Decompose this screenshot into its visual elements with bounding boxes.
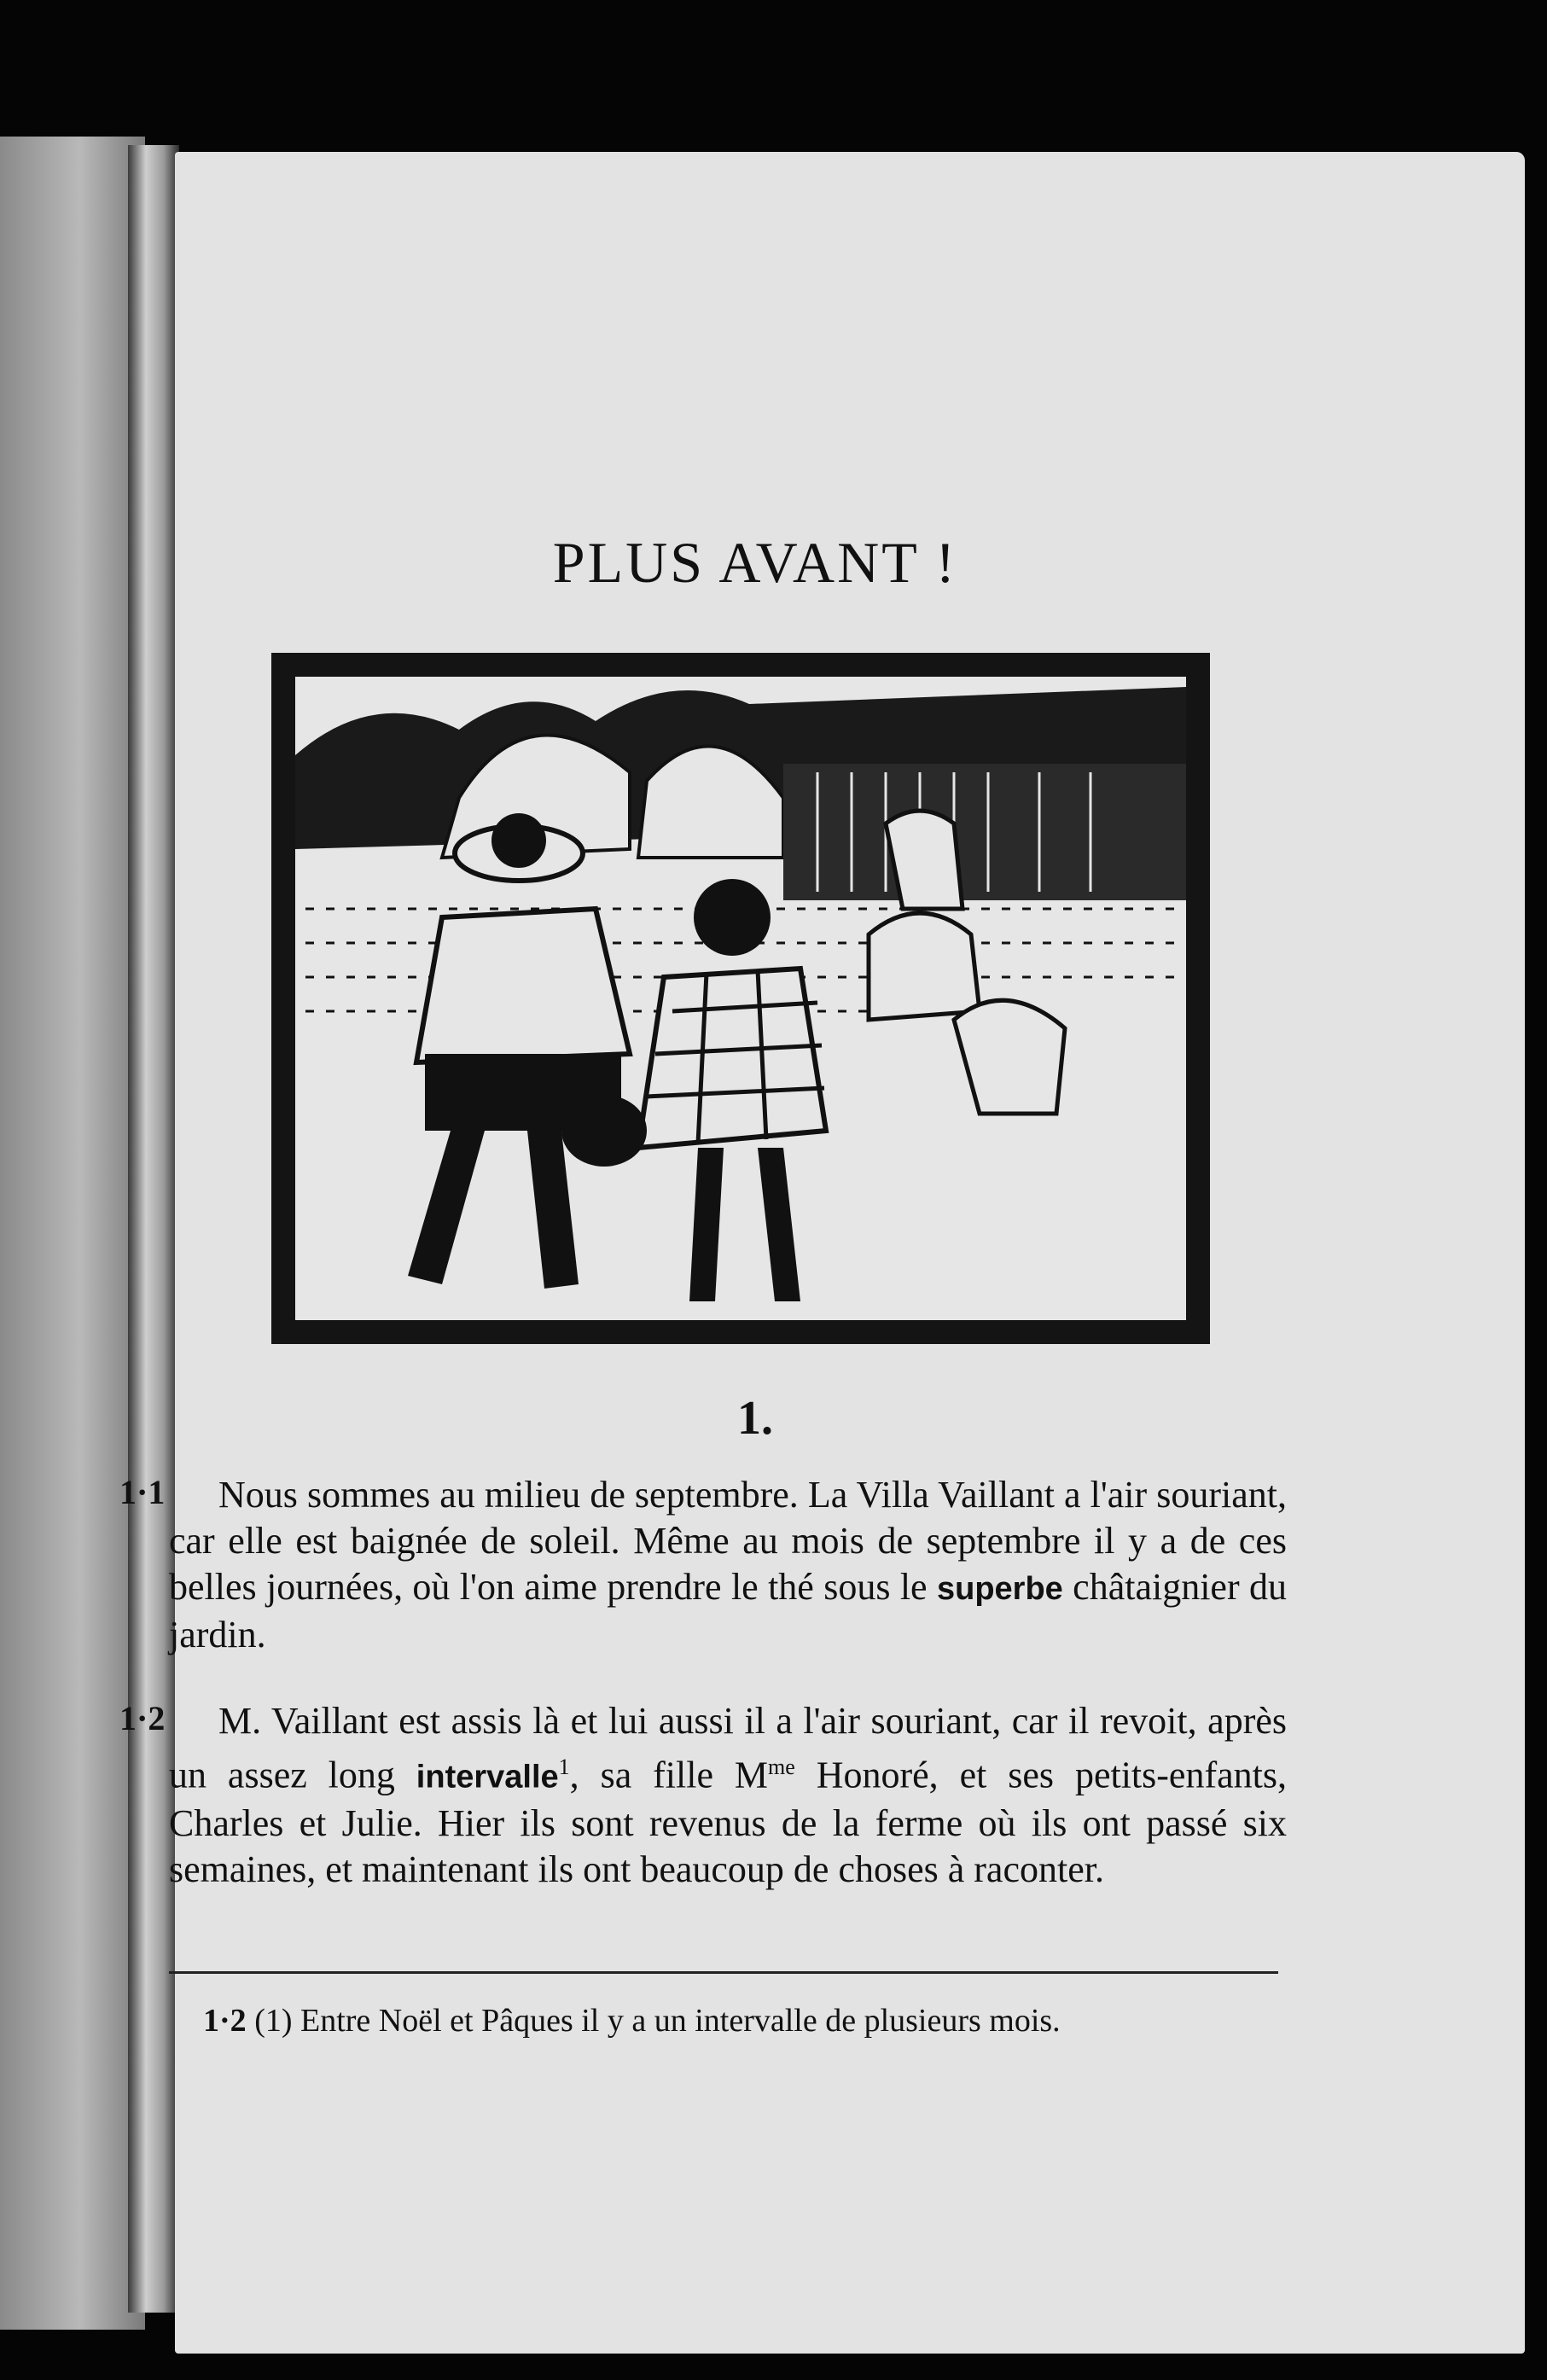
paragraph-text: , sa fille M [569, 1754, 769, 1796]
superscript-mme: me [768, 1754, 795, 1779]
left-page-edge [0, 137, 145, 2330]
paragraph-1-1 [169, 1472, 1287, 1658]
paragraph-text: Honoré, et ses petits-enfants, Charles et Julie. Hier ils sont revenus de la ferme où ils ont passé six semaines, et maintenant ils ont beaucoup de choses à raconter. [169, 1754, 1287, 1890]
page-title: PLUS AVANT ! [552, 530, 958, 595]
footnote-divider [169, 1971, 1278, 1974]
harvest-illustration [271, 653, 1210, 1344]
paragraph-text: M. Vaillant est assis là et lui aussi il a l'air souriant, car il revoit, après un assez long [169, 1700, 1287, 1796]
paragraph-text: Nous sommes au milieu de septembre. La Villa Vaillant a l'air souriant, car elle est baignée de soleil. Même au mois de septembre il y a de ces belles journées, où l'on aime prendre le thé sous le [169, 1474, 1287, 1608]
footnote-mark: (1) [254, 2003, 293, 2039]
footnote-text: Entre Noël et Pâques il y a un intervalle de plusieurs mois. [300, 2003, 1061, 2039]
footnote [169, 2001, 1278, 2040]
book-spine [128, 145, 179, 2313]
footnote-ref: 1·2 [203, 2003, 247, 2039]
paragraph-number: 1·2 [119, 1699, 166, 1737]
paragraph-number: 1·1 [119, 1473, 166, 1511]
section-number: 1. [737, 1392, 773, 1445]
illustration-drawing [271, 653, 1210, 1344]
paragraph-text: châtaignier du jardin. [169, 1566, 1287, 1656]
bold-word: intervalle [416, 1759, 559, 1795]
paragraph-1-2 [169, 1698, 1287, 1893]
bold-word: superbe [936, 1571, 1063, 1607]
footnote-mark: 1 [558, 1754, 570, 1779]
